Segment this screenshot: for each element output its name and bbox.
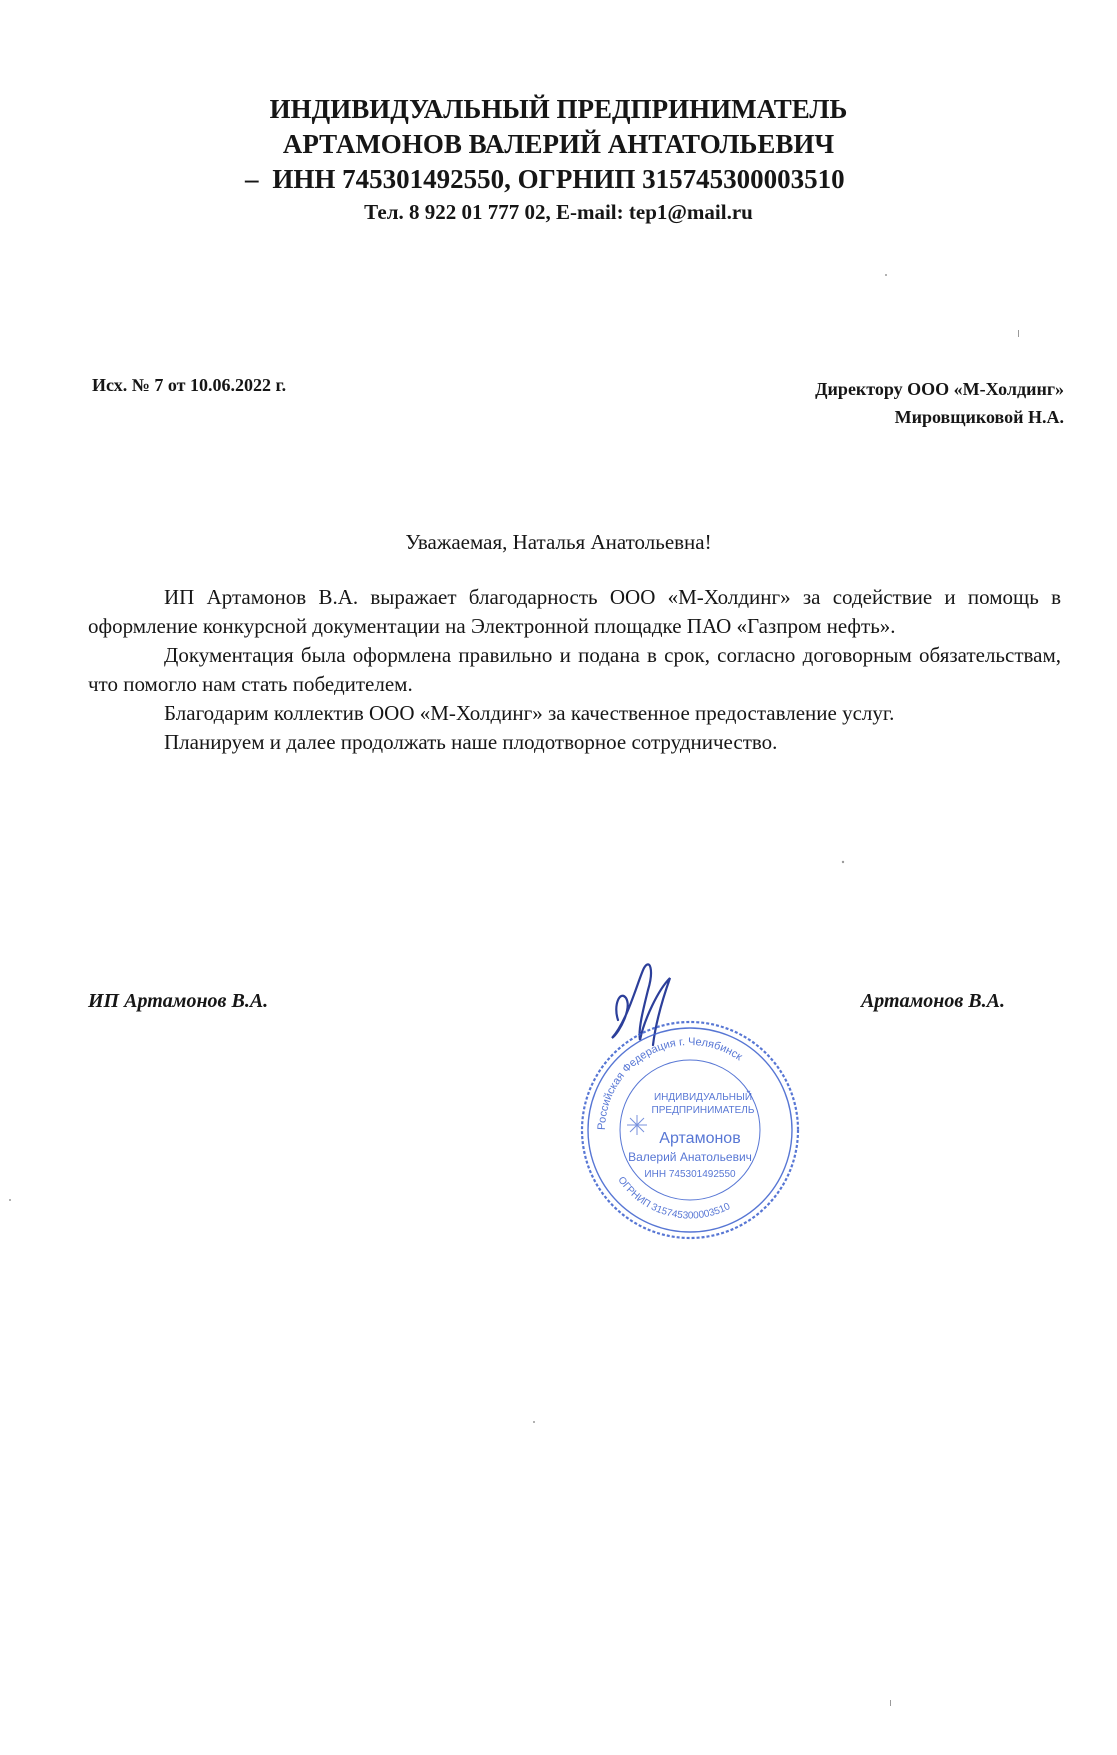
body-paragraph: Документация была оформлена правильно и подана в срок, согласно договорным обязательствам, что помогло нам стать победителем. [88,643,1061,696]
stamp-title-line2: ПРЕДПРИНИМАТЕЛЬ [651,1105,755,1116]
letterhead [0,92,1117,227]
letterhead-registration: ИНН 745301492550, ОГРНИП 315745300003510 [272,164,845,194]
letterhead-registration-row [0,162,1117,197]
letter-body [88,583,1061,757]
stamp-surname: Артамонов [659,1130,741,1147]
stamp-emblem-icon [627,1115,647,1135]
outgoing-number: Исх. № 7 от 10.06.2022 г. [92,375,287,395]
seal-stamp [575,1015,805,1245]
stamp-title-line1: ИНДИВИДУАЛЬНЫЙ [653,1092,753,1103]
addressee-position: Директору ООО «М-Холдинг» [815,379,1064,399]
svg-text:Российская Федерация г. Челяби [596,1036,744,1130]
stamp-name: Валерий Анатольевич [628,1150,752,1164]
letterhead-name: АРТАМОНОВ ВАЛЕРИЙ АНТАТОЛЬЕВИЧ [282,129,835,159]
stamp-inn: ИНН 745301492550 [644,1169,736,1180]
letterhead-contacts: Тел. 8 922 01 777 02, E-mail: tep1@mail.ru [364,200,753,224]
addressee [815,375,1064,431]
signer-name: Артамонов В.А. [860,990,1005,1012]
stamp-ogrnip: ОГРНИП 315745300003510 [615,1174,733,1222]
body-paragraph: Благодарим коллектив ООО «М-Холдинг» за качественное предоставление услуг. [164,701,895,725]
signer-title: ИП Артамонов В.А. [88,990,269,1012]
body-paragraph: ИП Артамонов В.А. выражает благодарность ООО «М-Холдинг» за содействие и помощь в оформление конкурсной документации на Электронной площадке ПАО «Газпром нефть». [88,585,1061,638]
addressee-name: Мировщиковой Н.А. [894,407,1064,427]
body-paragraph: Планируем и далее продолжать наше плодотворное сотрудничество. [164,730,778,754]
salutation: Уважаемая, Наталья Анатольевна! [405,530,712,554]
stamp-outer-text: Российская Федерация г. Челябинск [595,1035,745,1131]
letterhead-title: ИНДИВИДУАЛЬНЫЙ ПРЕДПРИНИМАТЕЛЬ [269,94,848,124]
letterhead-dash: – [245,164,259,194]
